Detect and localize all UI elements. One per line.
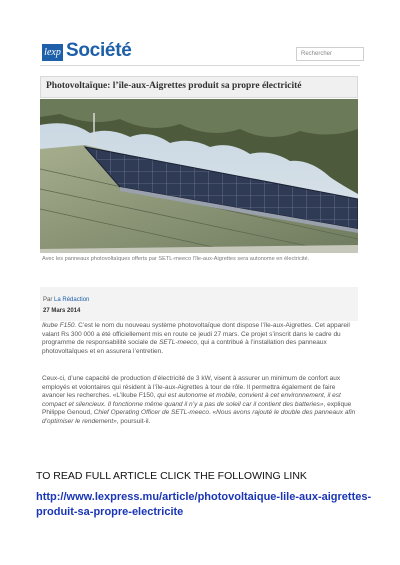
full-article-link[interactable]: http://www.lexpress.mu/article/photovoltaique-lile-aux-aigrettes-produit-sa-propre-electricite	[36, 491, 372, 518]
quote-1: qui est autonome et mobile, convient à cet environnement, il est compact et silencieux. Il fonctionne même quand il n’y a pas de soleil car il contient des batteries»	[42, 392, 341, 408]
photo-caption: Avec les panneaux photovoltaïques offerts par SETL-meeco l’île-aux-Aigrettes sera autonome en électricité.	[42, 256, 310, 262]
article-headline: Photovoltaïque: l’île-aux-Aigrettes produit sa propre électricité	[46, 81, 302, 91]
quote-2: Nous avons rajouté le double des panneaux afin d’optimiser le rendement»	[42, 409, 356, 425]
article-paragraph-1	[42, 322, 360, 356]
paragraph-2-text-1: Ceux-ci, d’une capacité de production d’électricité de 3 kW, visent à assurer un minimum de confort aux employés et volontaires qui résident à l’île-aux-Aigrettes à tour de rôle. Il permettra également de faire avancer les recherches. «L’Ikube F150,	[42, 375, 341, 400]
lexpress-logo[interactable]	[42, 44, 63, 61]
paragraph-2-text-4: , poursuit-il.	[116, 417, 151, 425]
speaker-title: Chief Operating Officer de SETL-meeco	[93, 409, 209, 417]
byline-prefix: Par	[43, 297, 53, 303]
search-placeholder: Rechercher	[301, 51, 333, 57]
headline-bar	[40, 76, 358, 98]
paragraph-1-text-1: C’est le nom du nouveau système photovoltaïque dont dispose l’île-aux-Aigrettes. Cet appareil valant Rs 300 000 a été officiellement mis en route ce jeudi 27 mars. Ce projet s’inscrit dans le cadre du programme de responsabilité sociale de	[42, 322, 350, 347]
search-input[interactable]	[296, 47, 364, 61]
byline	[43, 297, 89, 303]
company-name: SETL-meeco	[159, 339, 198, 347]
read-more-instruction: TO READ FULL ARTICLE CLICK THE FOLLOWING LINK	[36, 470, 307, 482]
section-title: Société	[66, 40, 132, 61]
solar-roof-photo	[40, 99, 358, 253]
article-date: 27 Mars 2014	[43, 308, 81, 314]
article-photo	[40, 99, 358, 253]
paragraph-2-text-3: . «	[208, 409, 217, 417]
author-link[interactable]: La Rédaction	[54, 297, 90, 303]
header-divider	[40, 65, 360, 66]
product-name: Ikube F150.	[42, 322, 77, 329]
paragraph-2-text-2: , explique Philippe Genoud,	[42, 400, 352, 417]
article-meta	[40, 287, 358, 321]
article-paragraph-2	[42, 375, 360, 427]
logo-text: lexp	[44, 47, 61, 58]
paragraph-1-text-2: , qui a contribué à l’installation des panneaux photovoltaïques et en assurera l’entretien.	[42, 339, 327, 355]
